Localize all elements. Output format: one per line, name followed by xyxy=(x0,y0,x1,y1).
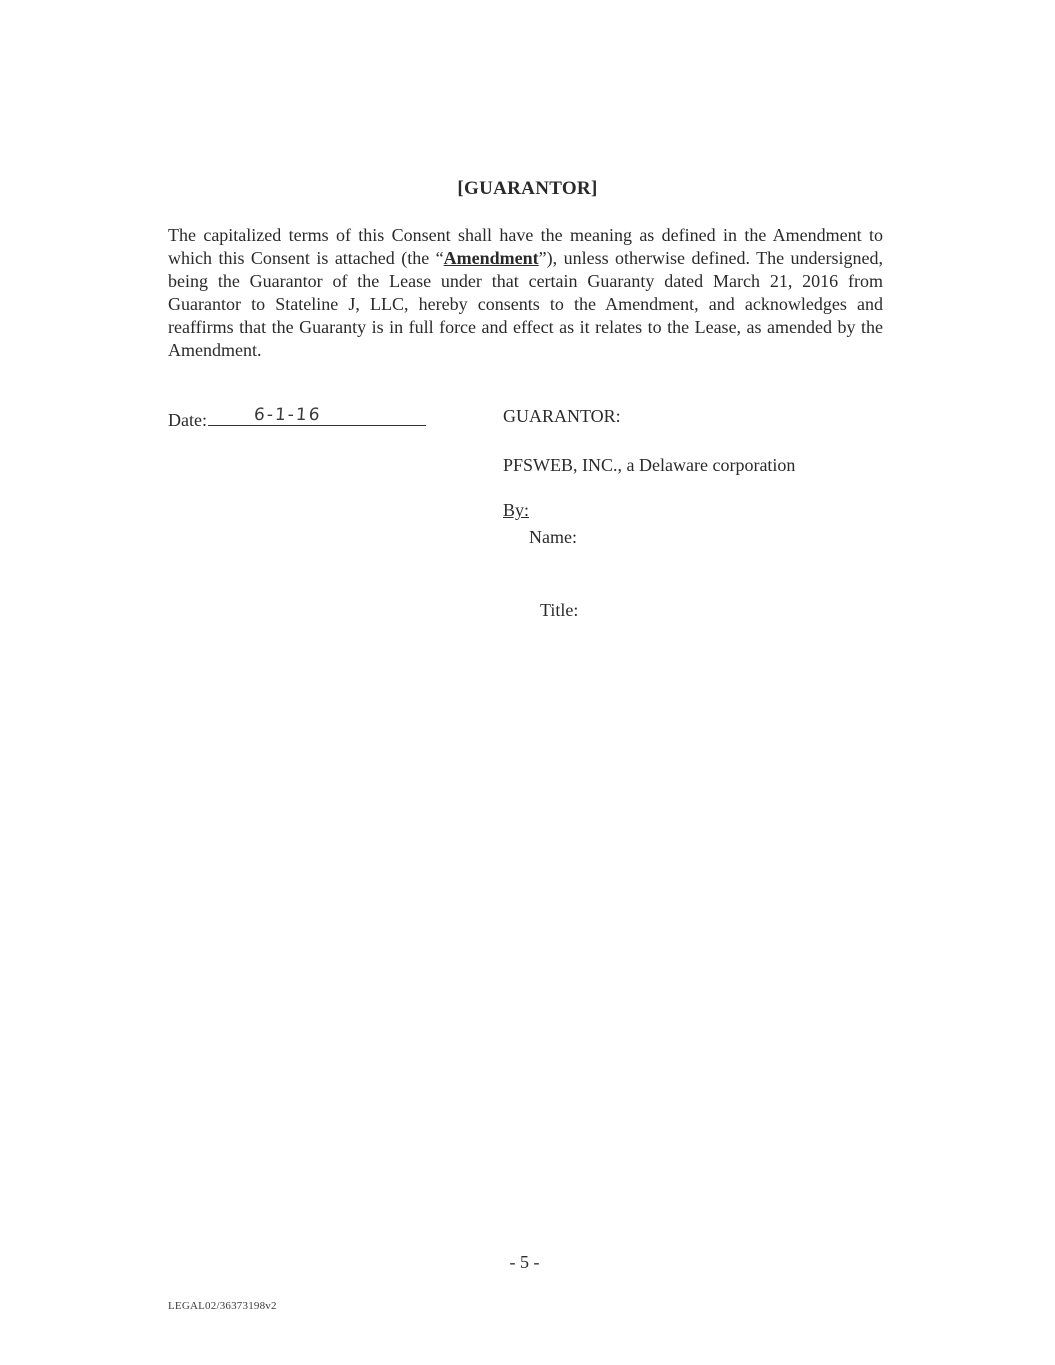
date-row xyxy=(168,407,426,431)
page-title: [GUARANTOR] xyxy=(457,178,598,199)
consent-paragraph xyxy=(168,224,883,362)
page-number: - 5 - xyxy=(509,1252,540,1272)
document-id: LEGAL02/36373198v2 xyxy=(168,1300,277,1312)
guarantor-label: GUARANTOR: xyxy=(503,406,621,426)
defined-term-amendment: Amendment xyxy=(443,248,539,268)
title-label: Title: xyxy=(540,600,579,620)
date-line xyxy=(208,407,426,426)
company-name: PFSWEB, INC., a Delaware corporation xyxy=(503,455,796,475)
name-label: Name: xyxy=(529,527,577,547)
handwritten-date: 6-1-16 xyxy=(253,405,323,425)
date-label: Date: xyxy=(168,410,207,430)
paragraph-text-end: ”), unless otherwise defined. The undersigned, being the Guarantor of the Lease under that certain Guaranty dated March 21, 2016 from Guarantor to Stateline J, LLC, hereby consents to the Amendment, and acknowledges and reaffirms that the Guaranty is in full force and effect as it relates to the Lease, as amended by the Amendment. xyxy=(168,248,883,360)
paragraph-text-start: The capitalized terms of this Consent shall have the meaning as defined in the Amendment to which this Consent is attached (the “ xyxy=(168,225,883,268)
by-label: By: xyxy=(503,500,530,520)
